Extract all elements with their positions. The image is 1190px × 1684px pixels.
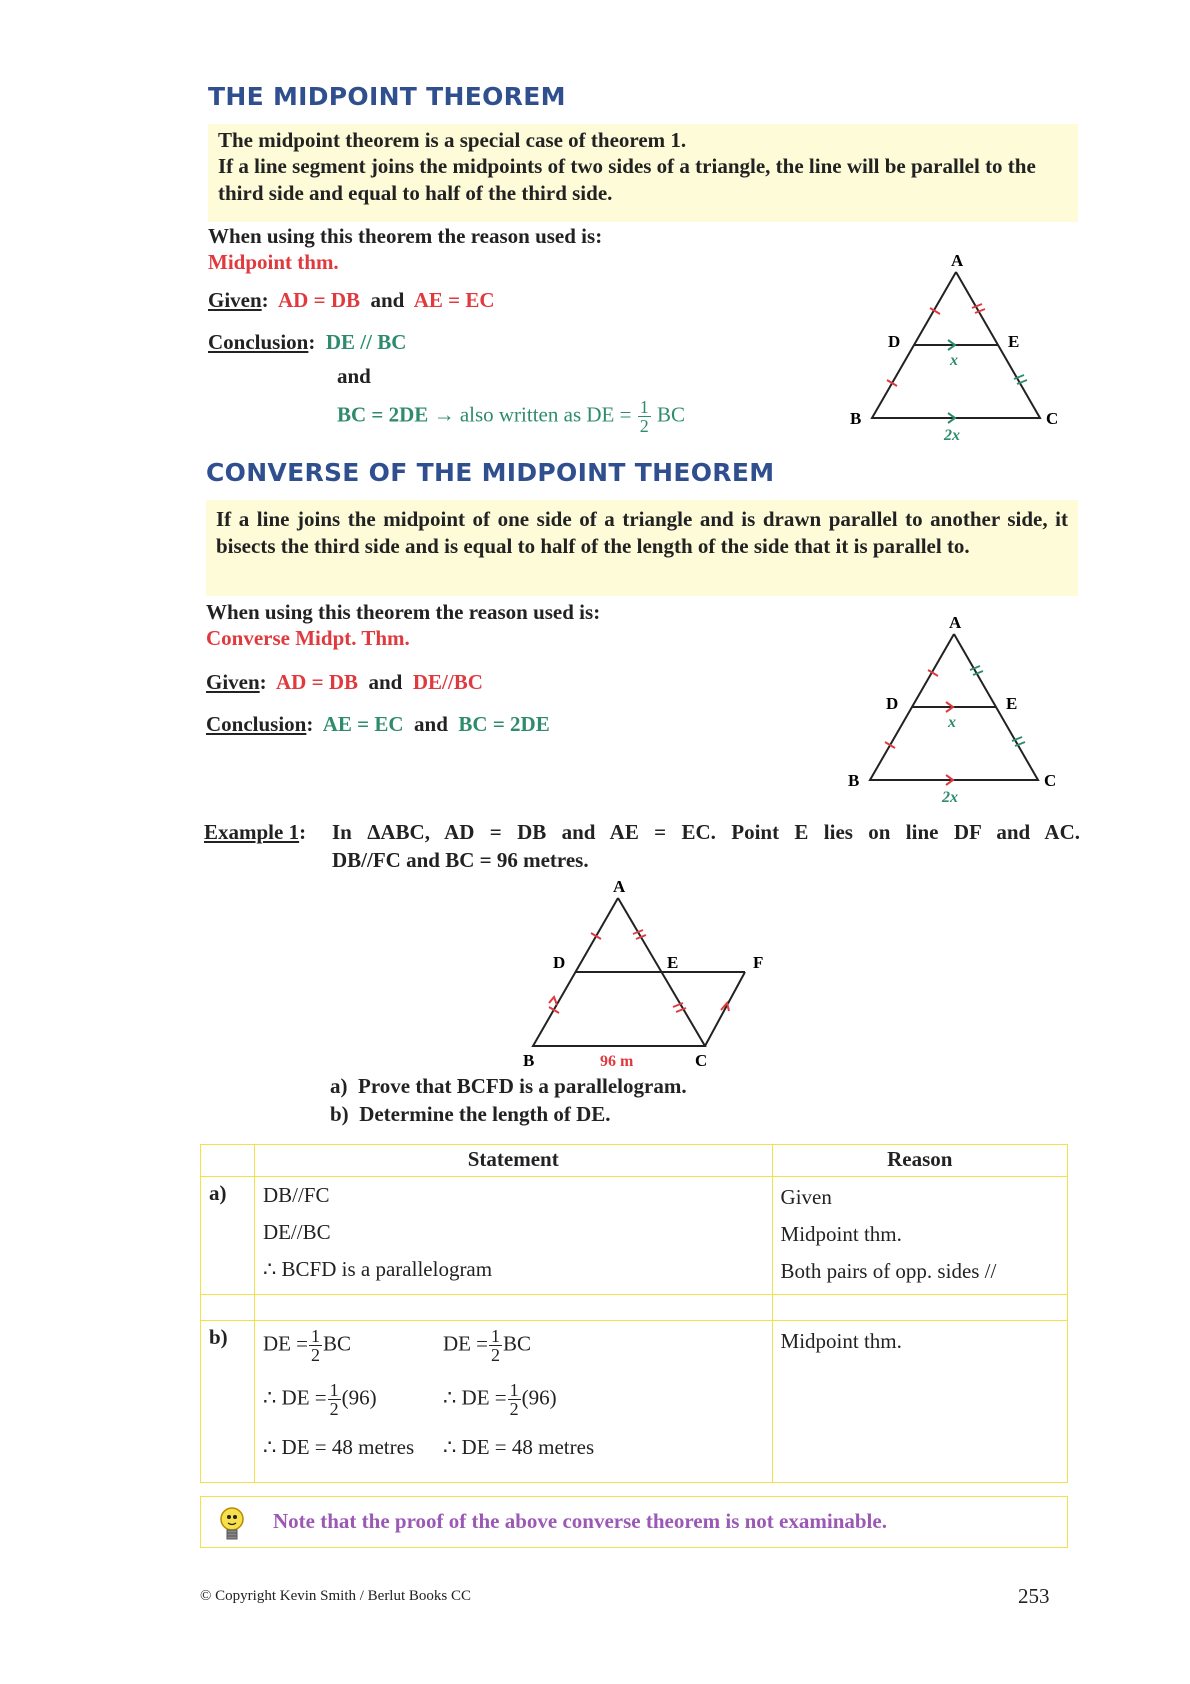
table-row-b bbox=[201, 1321, 1068, 1483]
converse-box-text: If a line joins the midpoint of one side of a triangle and is drawn parallel to another side, it bisects the third side and is equal to half of the length of the side that it is parallel to. bbox=[216, 507, 1068, 558]
frac-after: BC bbox=[656, 402, 685, 427]
header-reason: Reason bbox=[772, 1145, 1067, 1177]
theorem-box-line1: The midpoint theorem is a special case of theorem 1. bbox=[218, 128, 687, 152]
question-b-text: Determine the length of DE. bbox=[359, 1102, 611, 1126]
d3-label-B: B bbox=[523, 1051, 535, 1070]
conclusion-b-line bbox=[337, 398, 685, 435]
converse-conclusion-line: Conclusion: AE = EC and BC = 2DE bbox=[206, 712, 550, 736]
d3-label-A: A bbox=[613, 877, 626, 896]
d3-label-E: E bbox=[667, 953, 679, 972]
converse-box bbox=[206, 500, 1078, 596]
d3-label-F: F bbox=[753, 953, 764, 972]
d2-label-C: C bbox=[1044, 771, 1057, 790]
question-b-label: b) bbox=[330, 1102, 349, 1126]
reason-a-1: Given bbox=[780, 1185, 832, 1209]
d3-label-C: C bbox=[695, 1051, 708, 1070]
d1-label-2x: 2x bbox=[944, 427, 960, 444]
example-label: Example 1 bbox=[204, 820, 300, 844]
d1-label-A: A bbox=[951, 251, 964, 270]
note-text: Note that the proof of the above converse theorem is not examinable. bbox=[273, 1509, 887, 1533]
d3-label-bc: 96 m bbox=[600, 1053, 634, 1070]
footer-copyright: © Copyright Kevin Smith / Berlut Books CC bbox=[200, 1588, 471, 1604]
conclusion-line: Conclusion: DE // BC bbox=[208, 330, 407, 354]
statement-b-col2: DE = $\frac{1}{2}$ BC ∴ DE = $\frac{1}{2}$ (96) ∴ DE = 48 metres bbox=[442, 1326, 595, 1459]
given-line: Given: AD = DB and AE = EC bbox=[208, 288, 495, 312]
table-spacer-row bbox=[201, 1295, 1068, 1321]
example-text-line1: In ΔABC, AD = DB and AE = EC. Point E lies on line DF and AC. bbox=[332, 820, 1080, 844]
example-label-wrap: Example 1: bbox=[204, 820, 307, 844]
converse-given-b: DE//BC bbox=[412, 670, 483, 694]
given-b: AE = EC bbox=[413, 288, 495, 312]
conclusion-b: BC = 2DE bbox=[337, 402, 429, 427]
reason-b: Midpoint thm. bbox=[772, 1321, 1067, 1483]
d2-label-2x: 2x bbox=[942, 789, 958, 806]
reason-intro: When using this theorem the reason used is: bbox=[208, 224, 603, 248]
converse-conclusion-label: Conclusion bbox=[206, 712, 307, 736]
reason-a-2: Midpoint thm. bbox=[780, 1222, 902, 1246]
reason-text: Midpoint thm. bbox=[208, 250, 339, 274]
theorem-box bbox=[208, 124, 1078, 222]
converse-reason: Converse Midpt. Thm. bbox=[206, 626, 410, 650]
question-b bbox=[330, 1102, 611, 1127]
d1-label-C: C bbox=[1046, 409, 1059, 428]
section1-title: THE MIDPOINT THEOREM bbox=[208, 82, 566, 111]
given-a: AD = DB bbox=[278, 288, 360, 312]
statement-b-col1: DE = $\frac{1}{2}$ BC ∴ DE = $\frac{1}{2}$ (96) ∴ DE = 48 metres bbox=[262, 1326, 415, 1459]
table-row-a bbox=[201, 1177, 1068, 1295]
converse-conclusion-b: BC = 2DE bbox=[458, 712, 550, 736]
triangle-diagram-1 bbox=[840, 250, 1080, 450]
d2-label-x: x bbox=[948, 714, 956, 731]
d2-label-D: D bbox=[886, 694, 899, 713]
example-text-line2: DB//FC and BC = 96 metres. bbox=[332, 848, 589, 872]
d3-label-D: D bbox=[553, 953, 566, 972]
statement-a-2: DE//BC bbox=[262, 1220, 331, 1244]
statement-a-3: ∴ BCFD is a parallelogram bbox=[262, 1257, 493, 1281]
d1-label-D: D bbox=[888, 332, 901, 351]
section2-title: CONVERSE OF THE MIDPOINT THEOREM bbox=[206, 458, 775, 487]
row-b-label: b) bbox=[201, 1321, 255, 1483]
question-a bbox=[330, 1074, 687, 1099]
reason-a-3: Both pairs of opp. sides // bbox=[780, 1259, 997, 1283]
d2-label-A: A bbox=[949, 613, 962, 632]
d1-label-B: B bbox=[850, 409, 862, 428]
lightbulb-icon bbox=[215, 1503, 249, 1543]
converse-given-a: AD = DB bbox=[276, 670, 358, 694]
conclusion-label: Conclusion bbox=[208, 330, 309, 354]
converse-reason-intro: When using this theorem the reason used is: bbox=[206, 600, 601, 624]
triangle-diagram-2 bbox=[838, 612, 1078, 812]
d2-label-E: E bbox=[1006, 694, 1018, 713]
header-statement: Statement bbox=[254, 1145, 772, 1177]
conclusion-and: and bbox=[337, 364, 371, 388]
half-fraction: $\frac{1}{2}$ bbox=[639, 397, 649, 436]
note-box bbox=[200, 1496, 1068, 1548]
conclusion-a: DE // BC bbox=[325, 330, 407, 354]
converse-conclusion-a: AE = EC bbox=[322, 712, 404, 736]
question-a-label: a) bbox=[330, 1074, 348, 1098]
d2-label-B: B bbox=[848, 771, 860, 790]
parallelogram-diagram bbox=[515, 876, 775, 1076]
table-header-row bbox=[201, 1145, 1068, 1177]
given-label: Given bbox=[208, 288, 262, 312]
converse-given-line: Given: AD = DB and DE//BC bbox=[206, 670, 483, 694]
also-text: → also written as DE = bbox=[433, 402, 632, 427]
question-a-text: Prove that BCFD is a parallelogram. bbox=[358, 1074, 687, 1098]
page-number: 253 bbox=[1018, 1584, 1050, 1608]
given-and: and bbox=[370, 288, 405, 312]
d1-label-E: E bbox=[1008, 332, 1020, 351]
d1-label-x: x bbox=[950, 352, 958, 369]
row-a-label: a) bbox=[201, 1177, 255, 1295]
statement-a-1: DB//FC bbox=[262, 1183, 330, 1207]
converse-given-label: Given bbox=[206, 670, 260, 694]
converse-conclusion-and: and bbox=[414, 712, 448, 736]
theorem-box-line2: If a line segment joins the midpoints of two sides of a triangle, the line will be parallel to the third side and equal to half of the third side. bbox=[218, 154, 1036, 205]
converse-given-and: and bbox=[368, 670, 403, 694]
solution-table bbox=[200, 1144, 1068, 1483]
